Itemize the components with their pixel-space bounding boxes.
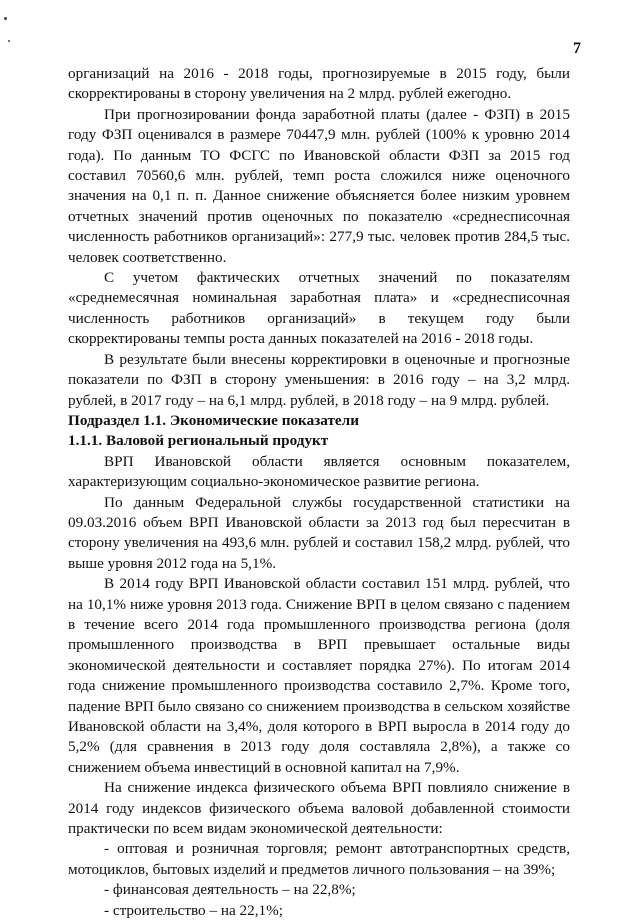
paragraph-continuation: организаций на 2016 - 2018 годы, прогнозируемые в 2015 году, были скорректированы в сторону увеличения на 2 млрд. рублей ежегодно.: [68, 65, 570, 103]
paragraph-grp-2014: В 2014 году ВРП Ивановской области составил 151 млрд. рублей, что на 10,1% ниже уровня 2013 года. Снижение ВРП в целом связано с падением в течение всего 2014 года промышленного производства региона (доля промышленного производства в ВРП превышает остальные виды экономической деятельности и составляет порядка 27%). По итогам 2014 года снижение промышленного производства составило 2,7%. Кроме того, падение ВРП было связано со снижением производства в сельском хозяйстве Ивановской области на 3,4%, доля которого в ВРП выросла в 2014 году до 5,2% (для сравнения в 2013 году доля составляла 2,8%), а также со снижением объема инвестиций в основной капитал на 7,9%.: [68, 575, 570, 776]
subsubsection-title: 1.1.1. Валовой региональный продукт: [68, 432, 329, 450]
document-body: [68, 64, 570, 921]
paragraph-grp-2013: По данным Федеральной службы государственной статистики на 09.03.2016 объем ВРП Ивановской области за 2013 год был пересчитан в сторону увеличения на 493,6 млн. рублей и составил 158,2 млрд. рублей, что выше уровня 2012 года на 5,1%.: [68, 493, 570, 572]
paragraph-fzp-forecast: При прогнозировании фонда заработной платы (далее - ФЗП) в 2015 году ФЗП оценивался в размере 70447,9 млн. рублей (100% к уровню 2014 года). По данным ТО ФСГС по Ивановской области ФЗП за 2015 год составил 70560,6 млн. рублей, темп роста сложился ниже оценочного значения на 0,1 п. п. Данное снижение объясняется более низким уровнем отчетных значений против оценочных по показателю «среднесписочная численность работников организаций»: 277,9 тыс. человек против 284,5 тыс. человек соответственно.: [68, 105, 570, 266]
scan-speck: [8, 40, 10, 42]
paragraph-indicator-adjustment: С учетом фактических отчетных значений по показателям «среднемесячная номинальная заработная плата» и «среднесписочная численность работников организаций» в текущем году были скорректированы темпы роста данных показателей на 2016 - 2018 годы.: [68, 269, 570, 348]
paragraph-grp-index: На снижение индекса физического объема ВРП повлияло снижение в 2014 году индексов физического объема валовой добавленной стоимости практически по всем видам экономической деятельности:: [68, 779, 570, 838]
paragraph-fzp-corrections: В результате были внесены корректировки в оценочные и прогнозные показатели по ФЗП в сторону уменьшения: в 2016 году – на 3,2 млрд. рублей, в 2017 году – на 6,1 млрд. рублей, в 2018 году – на 9 млрд. рублей.: [68, 350, 570, 409]
page-number: 7: [573, 40, 581, 57]
paragraph-grp-definition: ВРП Ивановской области является основным показателем, характеризующим социально-экономическое развитие региона.: [68, 452, 570, 491]
list-item: - оптовая и розничная торговля; ремонт автотранспортных средств, мотоциклов, бытовых изделий и предметов личного пользования – на 39%;: [68, 840, 570, 878]
list-item: - финансовая деятельность – на 22,8%;: [104, 881, 356, 899]
scan-speck: [4, 17, 7, 20]
subsection-title: Подраздел 1.1. Экономические показатели: [68, 411, 359, 429]
list-item: - строительство – на 22,1%;: [104, 901, 283, 919]
